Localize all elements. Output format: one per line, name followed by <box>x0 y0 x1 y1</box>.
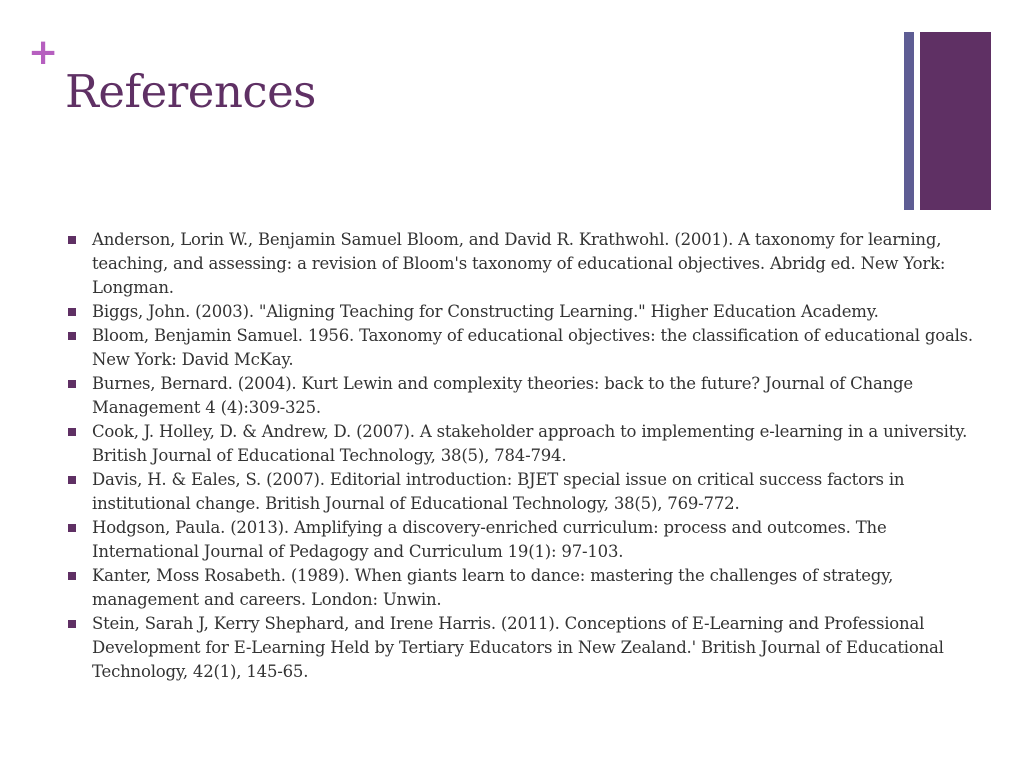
reference-text: Bloom, Benjamin Samuel. 1956. Taxonomy of educational objectives: the classification of educational goals. New York: David McKay. <box>92 326 973 369</box>
square-bullet-icon <box>68 380 76 388</box>
square-bullet-icon <box>68 620 76 628</box>
square-bullet-icon <box>68 332 76 340</box>
reference-item <box>64 516 984 564</box>
square-bullet-icon <box>68 428 76 436</box>
plus-decoration: + <box>28 32 59 73</box>
reference-item <box>64 612 984 684</box>
reference-item <box>64 300 984 324</box>
accent-bar-thin <box>904 32 914 210</box>
reference-text: Burnes, Bernard. (2004). Kurt Lewin and complexity theories: back to the future? Journal of Change Management 4 (4):309-325. <box>92 374 913 417</box>
reference-text: Anderson, Lorin W., Benjamin Samuel Bloom, and David R. Krathwohl. (2001). A taxonomy for learning, teaching, and assessing: a revision of Bloom's taxonomy of educational objectives. Abridg ed. New York: Longman. <box>92 230 946 297</box>
square-bullet-icon <box>68 572 76 580</box>
reference-item <box>64 228 984 300</box>
reference-text: Hodgson, Paula. (2013). Amplifying a discovery-enriched curriculum: process and outcomes. The International Journal of Pedagogy and Curriculum 19(1): 97-103. <box>92 518 887 561</box>
accent-bar-thick <box>920 32 991 210</box>
reference-text: Biggs, John. (2003). "Aligning Teaching for Constructing Learning." Higher Education Academy. <box>92 302 879 321</box>
reference-text: Davis, H. & Eales, S. (2007). Editorial introduction: BJET special issue on critical success factors in institutional change. British Journal of Educational Technology, 38(5), 769-772. <box>92 470 905 513</box>
reference-text: Cook, J. Holley, D. & Andrew, D. (2007). A stakeholder approach to implementing e-learning in a university. British Journal of Educational Technology, 38(5), 784-794. <box>92 422 968 465</box>
reference-item <box>64 468 984 516</box>
reference-item <box>64 564 984 612</box>
square-bullet-icon <box>68 236 76 244</box>
slide-title: References <box>65 65 316 118</box>
reference-item <box>64 420 984 468</box>
reference-item <box>64 372 984 420</box>
square-bullet-icon <box>68 308 76 316</box>
reference-text: Kanter, Moss Rosabeth. (1989). When giants learn to dance: mastering the challenges of strategy, management and careers. London: Unwin. <box>92 566 894 609</box>
reference-item <box>64 324 984 372</box>
square-bullet-icon <box>68 476 76 484</box>
reference-text: Stein, Sarah J, Kerry Shephard, and Irene Harris. (2011). Conceptions of E-Learning and Professional Development for E-Learning Held by Tertiary Educators in New Zealand.' British Journal of Educational Technology, 42(1), 145-65. <box>92 614 944 681</box>
square-bullet-icon <box>68 524 76 532</box>
references-list <box>64 228 984 684</box>
